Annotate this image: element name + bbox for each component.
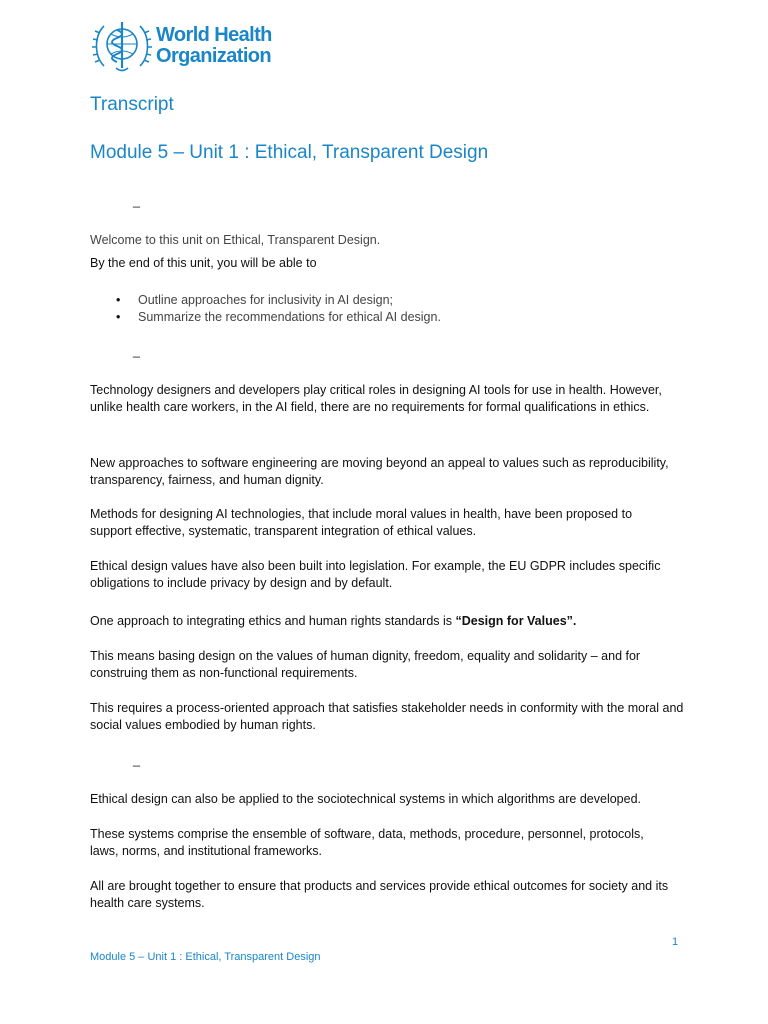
page-number: 1 [672,936,679,948]
paragraph: Ethical design values have also been built into legislation. For example, the EU GDPR includes specific obligations to include privacy by design and by default. [90,559,661,590]
design-for-values-emphasis: “Design for Values”. [455,614,577,628]
objectives-lead: By the end of this unit, you will be able to [90,256,317,270]
list-item [116,309,441,326]
objectives-list [116,292,441,326]
org-name [156,25,272,67]
paragraph: This means basing design on the values of human dignity, freedom, equality and solidarity – and for construing them as non-functional requirements. [90,649,641,680]
paragraph-lead: One approach to integrating ethics and human rights standards is [90,614,456,628]
separator: _ [133,344,140,358]
paragraph: This requires a process-oriented approach that satisfies stakeholder needs in conformity with the moral and social values embodied by human rights. [90,701,684,732]
paragraph: Methods for designing AI technologies, that include moral values in health, have been proposed to support effective, systematic, transparent integration of ethical values. [90,507,633,538]
bullet-icon: • [116,310,121,324]
list-item [116,292,441,309]
separator: _ [133,194,140,208]
bullet-icon: • [116,293,121,307]
paragraph: New approaches to software engineering are moving beyond an appeal to values such as reproducibility, transparency, fairness, and human dignity. [90,456,669,487]
who-logo [90,16,272,76]
org-name-line1: World Health [156,24,272,46]
paragraph: These systems comprise the ensemble of software, data, methods, procedure, personnel, protocols, laws, norms, and institutional frameworks. [90,827,644,858]
paragraph: Technology designers and developers play critical roles in designing AI tools for use in health. However, unlike health care workers, in the AI field, there are no requirements for formal qualifications in ethics. [90,383,662,414]
paragraph [90,613,686,630]
org-name-line2: Organization [156,45,272,67]
module-title: Module 5 – Unit 1 : Ethical, Transparent Design [90,142,489,163]
footer-title: Module 5 – Unit 1 : Ethical, Transparent Design [90,951,321,963]
page-title: Transcript [90,94,174,115]
paragraph: Ethical design can also be applied to the sociotechnical systems in which algorithms are developed. [90,792,642,806]
objective-text: Outline approaches for inclusivity in AI design; [138,293,393,307]
welcome-text: Welcome to this unit on Ethical, Transparent Design. [90,233,381,247]
paragraph: All are brought together to ensure that products and services provide ethical outcomes for society and its health care systems. [90,879,669,910]
who-emblem-icon [90,16,154,76]
separator: _ [133,753,140,767]
objective-text: Summarize the recommendations for ethical AI design. [138,310,441,324]
